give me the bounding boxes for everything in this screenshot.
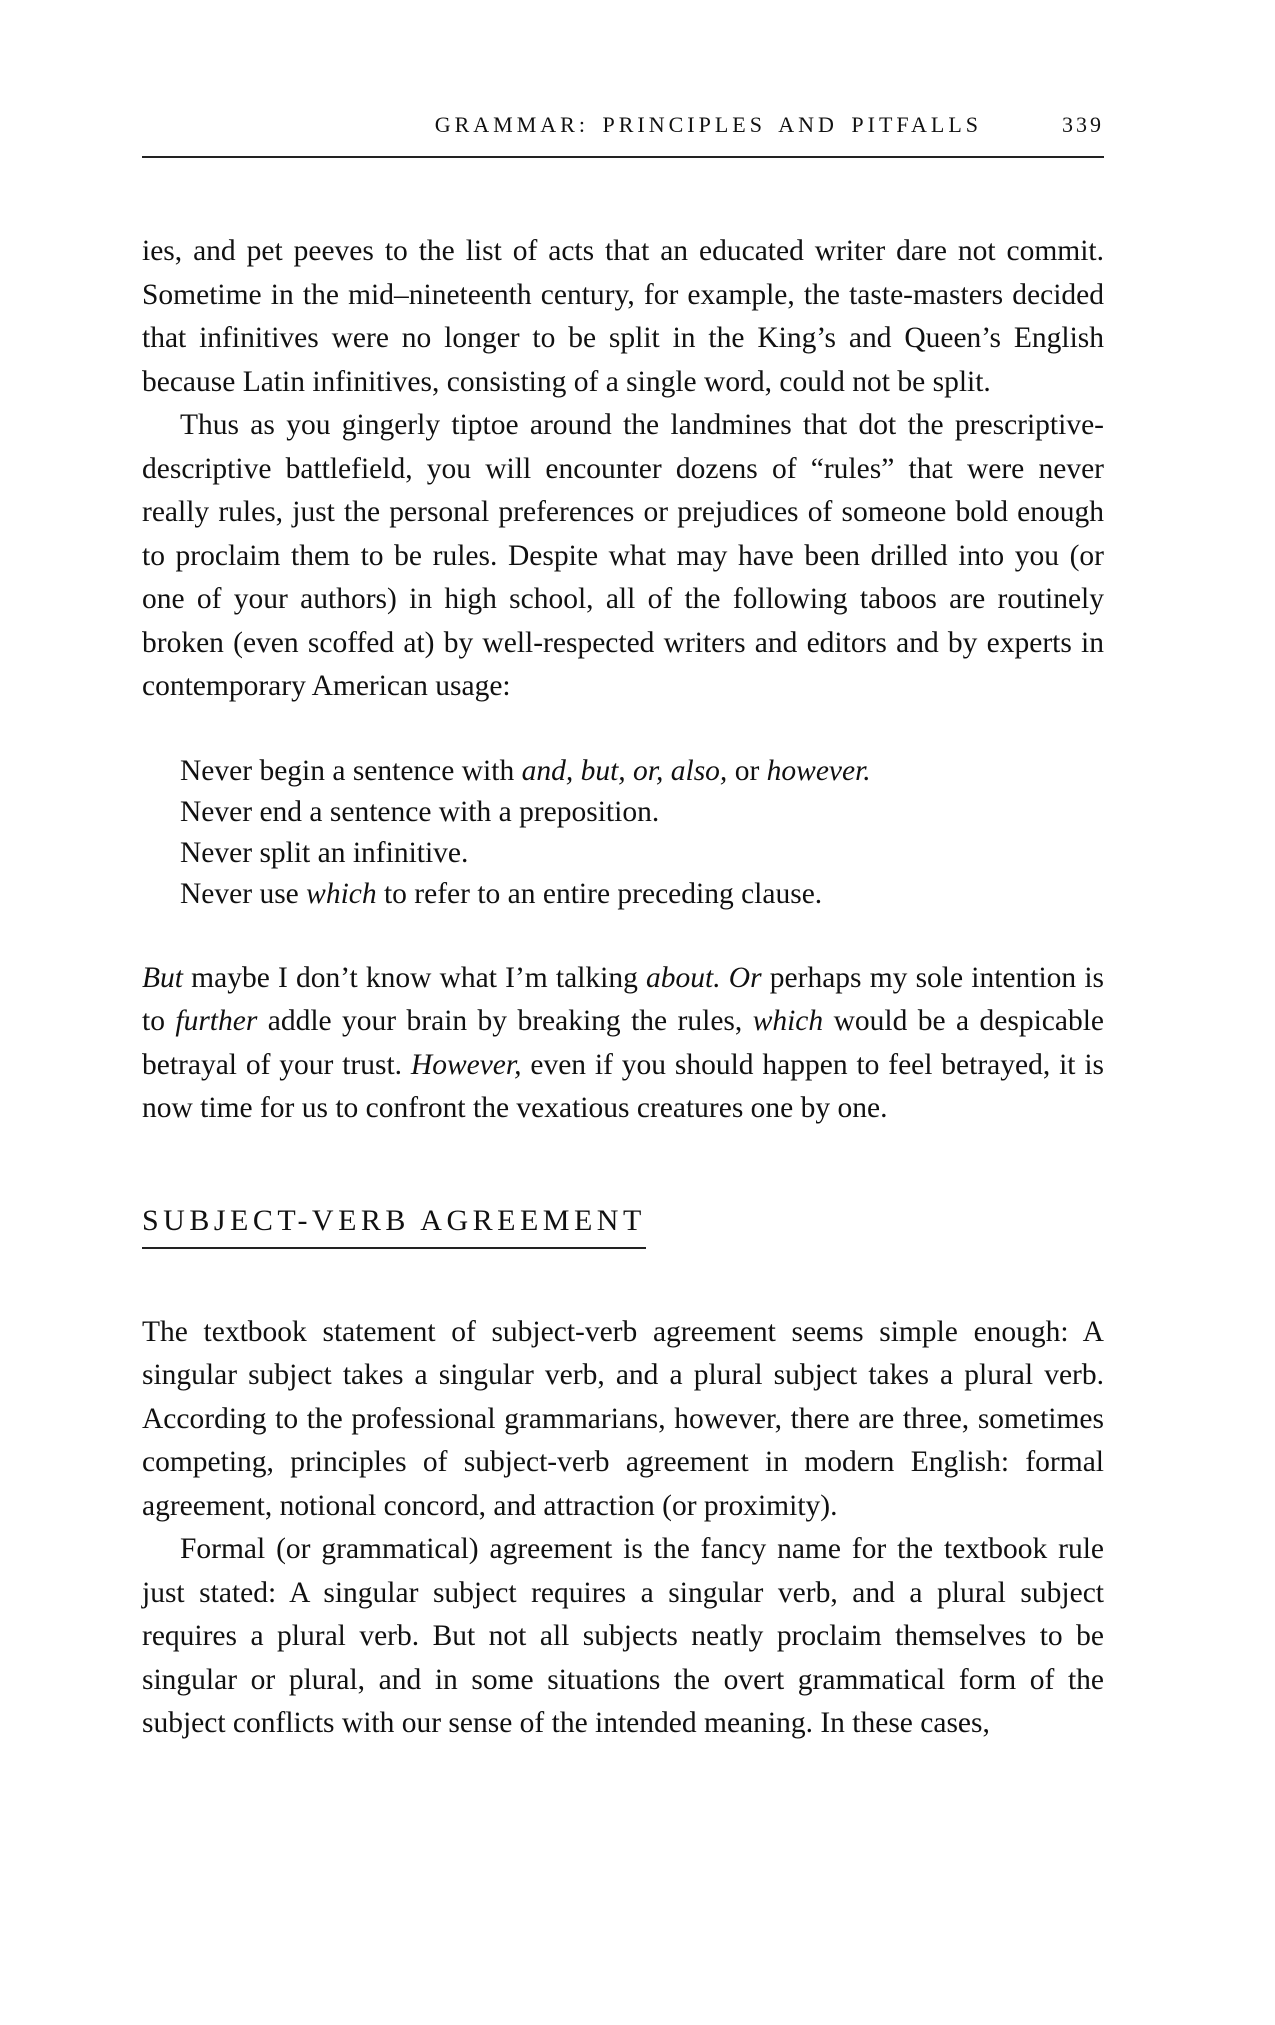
page-body — [142, 230, 1104, 1746]
paragraph-prescriptive-rules: Thus as you gingerly tiptoe around the landmines that dot the prescriptive-descriptive battlefield, you will encounter dozens of “rules” that were never really rules, just the personal preferences or prejudices of someone bold enough to proclaim them to be rules. Despite what may have been drilled into you (or one of your authors) in high school, all of the following taboos are routinely broken (even scoffed at) by well-respected writers and editors and by experts in contemporary American usage: — [142, 409, 1104, 702]
paragraph-formal-agreement: Formal (or grammatical) agreement is the fancy name for the textbook rule just stated: A singular subject requires a singular verb, and a plural subject requires a plural verb. But not all subjects neatly proclaim themselves to be singular or plural, and in some situations the overt grammatical form of the subject conflicts with our sense of the intended meaning. In these cases, — [142, 1533, 1104, 1739]
emphasis-but: But — [142, 961, 183, 994]
running-title: GRAMMAR: PRINCIPLES AND PITFALLS — [434, 112, 982, 137]
taboo-rules-list — [180, 751, 1104, 915]
text-run: would be a despicable betrayal of your trust. — [142, 1005, 1104, 1081]
rule-term-which: which — [306, 877, 377, 910]
list-item: Never end a sentence with a preposition. — [180, 795, 660, 828]
rule-text: or — [727, 754, 767, 787]
text-run: perhaps my sole intention is to — [142, 961, 1105, 1037]
rule-text: Never use — [180, 877, 307, 910]
rule-term-however: however. — [766, 754, 871, 787]
emphasis-about: about. — [646, 961, 721, 994]
text-run: even if you should happen to feel betrayed, it is now time for us to confront the vexatious creatures one by one. — [142, 1048, 1105, 1124]
rule-text: Never begin a sentence with — [180, 754, 522, 787]
text-run — [721, 962, 729, 994]
emphasis-further: further — [175, 1005, 258, 1037]
section-heading: SUBJECT-VERB AGREEMENT — [142, 1203, 646, 1249]
rule-term-and: and, — [521, 754, 574, 787]
text-run: maybe I don’t know what I’m talking — [182, 961, 647, 994]
paragraph-agreement-intro: The textbook statement of subject-verb agreement seems simple enough: A singular subject takes a singular verb, and a plural subject takes a plural verb. According to the professional grammarians, however, there are three, sometimes competing, principles of subject-verb agreement in modern English: formal agreement, notional concord, and attraction (or proximity). — [142, 1315, 1104, 1522]
text-run: addle your brain by breaking the rules, — [257, 1005, 753, 1037]
list-item — [180, 874, 1104, 915]
rule-term-but: but, — [580, 754, 626, 787]
emphasis-or: Or — [728, 961, 762, 994]
list-item — [180, 751, 1104, 792]
paragraph-rule-breaking — [142, 957, 1104, 1131]
emphasis-which: which — [752, 1005, 824, 1037]
book-page — [142, 108, 1104, 1746]
page-number: 339 — [1062, 112, 1104, 137]
paragraph-continued: ies, and pet peeves to the list of acts that an educated writer dare not commit. Sometime in the mid–nineteenth century, for example, the taste-masters decided that infinitives were no longer to be split in the King’s and Queen’s English because Latin infinitives, consisting of a single word, could not be split. — [142, 235, 1104, 398]
rule-term-or: or, — [633, 754, 664, 787]
emphasis-however: However, — [410, 1048, 522, 1081]
rule-text: to refer to an entire preceding clause. — [376, 877, 823, 910]
running-header — [142, 108, 1104, 158]
rule-term-also: also, — [670, 754, 728, 787]
list-item: Never split an infinitive. — [180, 836, 469, 869]
